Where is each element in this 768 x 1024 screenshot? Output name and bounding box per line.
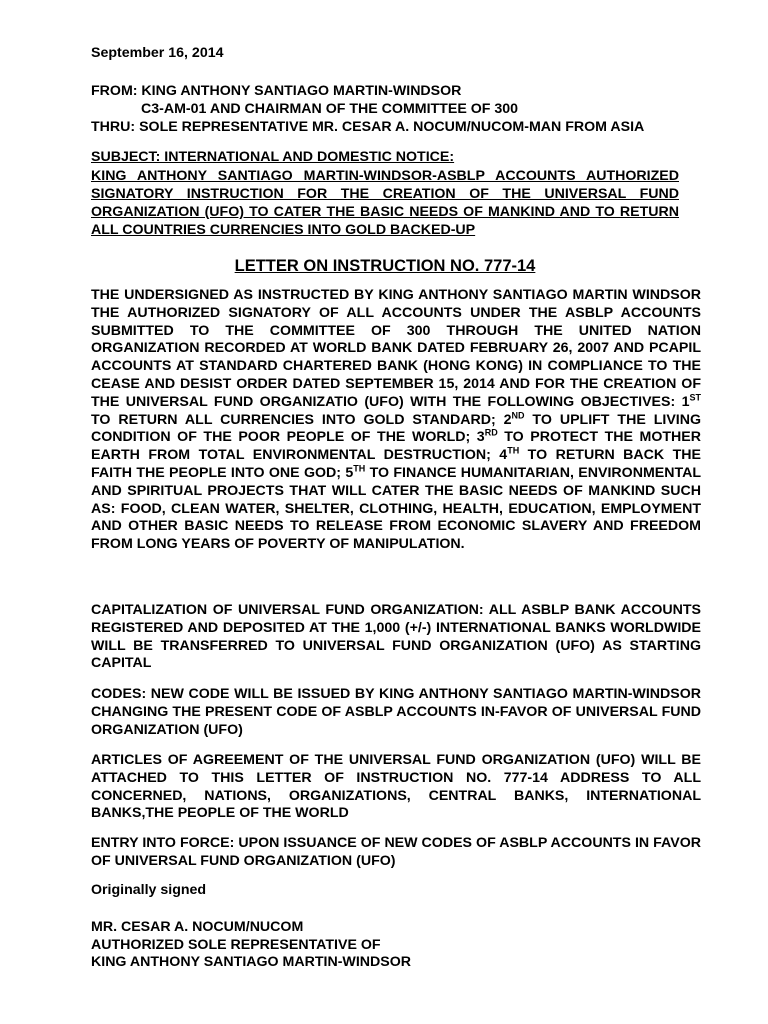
paragraph-instruction-text-3: TO UPLIFT THE LIVING CONDITION OF THE POOR PEOPLE OF THE WORLD; 3 <box>91 411 702 446</box>
paragraph-instruction-text-2: TO RETURN ALL CURRENCIES INTO GOLD STANDARD; 2 <box>91 411 512 428</box>
paragraph-instruction-text-1: THE UNDERSIGNED AS INSTRUCTED BY KING ANTHONY SANTIAGO MARTIN WINDSOR THE AUTHORIZED SIGNATORY OF ALL ACCOUNTS UNDER THE ASBLP ACCOUNTS SUBMITTED TO THE COMMITTEE OF 300 THROUGH THE UNITED NATION ORGANIZATION RECORDED AT WORLD BANK DATED FEBRUARY 26, 2007 AND PCAPIL ACCOUNTS AT STANDARD CHARTERED BANK (HONG KONG) IN COMPLIANCE TO THE CEASE AND DESIST ORDER DATED SEPTEMBER 15, 2014 AND FOR THE CREATION OF THE UNIVERSAL FUND ORGANIZATIO (UFO) WITH THE FOLLOWING OBJECTIVES: 1 <box>91 287 701 410</box>
from-line: FROM: KING ANTHONY SANTIAGO MARTIN-WINDSOR <box>91 83 462 99</box>
paragraph-instruction-text-5: TO RETURN BACK THE FAITH THE PEOPLE INTO ONE GOD; 5 <box>91 447 701 481</box>
subject-heading: SUBJECT: INTERNATIONAL AND DOMESTIC NOTICE: <box>91 149 455 165</box>
from-line-continuation: C3-AM-01 AND CHAIRMAN OF THE COMMITTEE OF 300 <box>141 101 519 117</box>
signatory-title: AUTHORIZED SOLE REPRESENTATIVE OF <box>91 936 381 953</box>
paragraph-codes: CODES: NEW CODE WILL BE ISSUED BY KING ANTHONY SANTIAGO MARTIN-WINDSOR CHANGING THE PRESENT CODE OF ASBLP ACCOUNTS IN-FAVOR OF UNIVERSAL FUND ORGANIZATION (UFO) <box>91 686 701 738</box>
paragraph-instruction-text-6: TO FINANCE HUMANITARIAN, ENVIRONMENTAL AND SPIRITUAL PROJECTS THAT WILL CATER THE BASIC NEEDS OF MANKIND SUCH AS: FOOD, CLEAN WATER, SHELTER, CLOTHING, HEALTH, EDUCATION, EMPLOYMENT AND OTHER BASIC NEEDS TO RELEASE FROM ECONOMIC SLAVERY AND FREEDOM FROM LONG YEARS OF POVERTY OF MANIPULATION. <box>91 464 701 553</box>
ordinal-suffix-4th: TH <box>507 445 520 456</box>
paragraph-articles: ARTICLES OF AGREEMENT OF THE UNIVERSAL FUND ORGANIZATION (UFO) WILL BE ATTACHED TO THIS LETTER OF INSTRUCTION NO. 777-14 ADDRESS TO ALL CONCERNED, NATIONS, ORGANIZATIONS, CENTRAL BANKS, INTERNATIONAL BANKS,THE PEOPLE OF THE WORLD <box>91 752 701 822</box>
thru-line: THRU: SOLE REPRESENTATIVE MR. CESAR A. NOCUM/NUCOM-MAN FROM ASIA <box>91 119 645 135</box>
paragraph-entry-into-force: ENTRY INTO FORCE: UPON ISSUANCE OF NEW CODES OF ASBLP ACCOUNTS IN FAVOR OF UNIVERSAL FUND ORGANIZATION (UFO) <box>91 835 701 869</box>
signature-block <box>91 919 411 972</box>
ordinal-suffix-1st: ST <box>689 392 701 403</box>
letter-title: LETTER ON INSTRUCTION NO. 777-14 <box>234 257 536 275</box>
letter-date: September 16, 2014 <box>91 45 224 61</box>
signatory-principal: KING ANTHONY SANTIAGO MARTIN-WINDSOR <box>91 954 411 971</box>
signatory-name: MR. CESAR A. NOCUM/NUCOM <box>91 919 304 935</box>
ordinal-suffix-5th: TH <box>353 463 366 474</box>
paragraph-instruction-text-4: TO PROTECT THE MOTHER EARTH FROM TOTAL ENVIRONMENTAL DESTRUCTION; 4 <box>91 429 701 464</box>
ordinal-suffix-3rd: RD <box>484 427 498 438</box>
subject-block <box>91 149 679 239</box>
signed-note: Originally signed <box>91 882 207 898</box>
paragraph-capitalization: CAPITALIZATION OF UNIVERSAL FUND ORGANIZATION: ALL ASBLP BANK ACCOUNTS REGISTERED AND DEPOSITED AT THE 1,000 (+/-) INTERNATIONAL BANKS WORLDWIDE WILL BE TRANSFERRED TO UNIVERSAL FUND ORGANIZATION (UFO) AS STARTING CAPITAL <box>91 602 701 672</box>
paragraph-instruction <box>91 287 701 554</box>
ordinal-suffix-2nd: ND <box>511 409 525 420</box>
subject-body: KING ANTHONY SANTIAGO MARTIN-WINDSOR-ASBLP ACCOUNTS AUTHORIZED SIGNATORY INSTRUCTION FOR THE CREATION OF THE UNIVERSAL FUND ORGANIZATION (UFO) TO CATER THE BASIC NEEDS OF MANKIND AND TO RETURN ALL COUNTRIES CURRENCIES INTO GOLD BACKED-UP <box>91 167 679 238</box>
